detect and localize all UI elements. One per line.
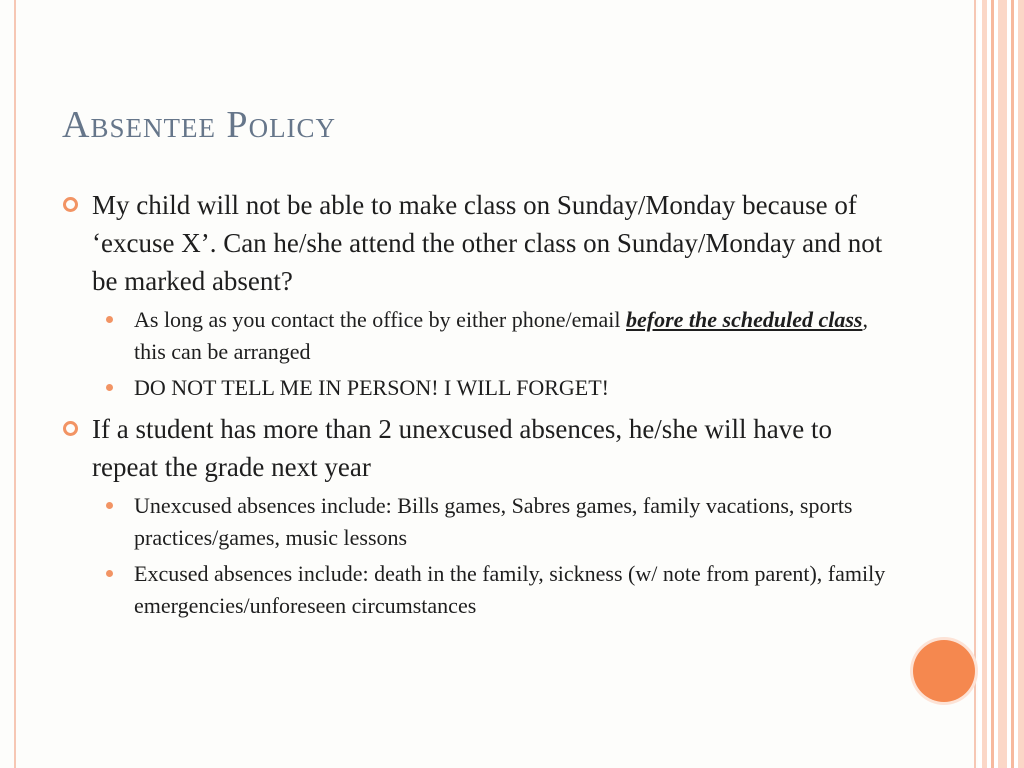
ring-bullet-icon: [63, 197, 78, 212]
sub-bullet-text: Unexcused absences include: Bills games, Sabres games, family vacations, sports practices/games, music lessons: [134, 493, 853, 550]
sub-bullet: [104, 558, 892, 622]
dot-bullet-icon: [106, 316, 113, 323]
dot-bullet-icon: [106, 570, 113, 577]
sub-bullet-text: , this can be arranged: [134, 307, 868, 364]
stripe: [1018, 0, 1024, 768]
slide-body: [62, 186, 892, 626]
stripe: [982, 0, 987, 768]
sub-bullet: [104, 372, 892, 404]
sub-bullet-text: As long as you contact the office by either phone/email: [134, 307, 627, 332]
stripe: [991, 0, 994, 768]
dot-bullet-icon: [106, 502, 113, 509]
sub-bullet: [104, 490, 892, 554]
sub-bullet: [104, 304, 892, 368]
bullet-text: My child will not be able to make class on Sunday/Monday because of ‘excuse X’. Can he/she attend the other class on Sunday/Monday and not be marked absent?: [92, 190, 883, 296]
emphasis-text: before the scheduled class: [626, 307, 863, 332]
bullet-point: [62, 186, 892, 404]
stripe: [998, 0, 1007, 768]
sub-bullet-list: [104, 490, 892, 622]
dot-bullet-icon: [106, 384, 113, 391]
ring-bullet-icon: [63, 421, 78, 436]
bullet-text: If a student has more than 2 unexcused absences, he/she will have to repeat the grade next year: [92, 414, 833, 482]
sub-bullet-text: DO NOT TELL ME IN PERSON! I WILL FORGET!: [134, 375, 609, 400]
decorative-circle: [913, 640, 975, 702]
sub-bullet-text: Excused absences include: death in the family, sickness (w/ note from parent), family emergencies/unforeseen circumstances: [134, 561, 886, 618]
decorative-stripes: [978, 0, 1024, 768]
slide-title: Absentee Policy: [62, 104, 337, 146]
bullet-point: [62, 410, 892, 622]
sub-bullet-list: [104, 304, 892, 404]
stripe: [1011, 0, 1014, 768]
